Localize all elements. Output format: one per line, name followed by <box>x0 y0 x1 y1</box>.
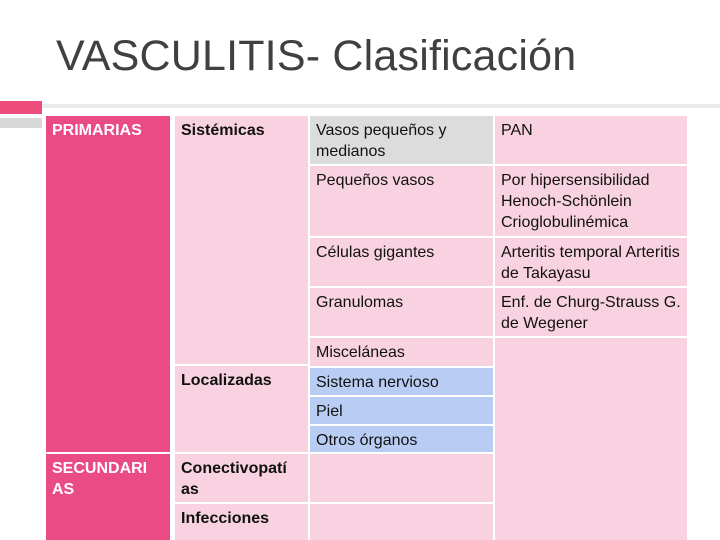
cell-infecciones <box>175 504 308 540</box>
label-localizadas: Localizadas <box>181 372 272 389</box>
decorative-gray-bar <box>0 118 42 128</box>
cell-sistemicas <box>175 116 308 364</box>
cell-example-3 <box>495 288 687 336</box>
cell-example-1 <box>495 166 687 236</box>
vessel-type-label: Células gigantes <box>316 244 435 261</box>
vessel-type-label: Sistema nervioso <box>316 374 439 391</box>
cell-type-empty-1 <box>310 454 493 502</box>
cell-type-4 <box>310 338 493 366</box>
slide-title: VASCULITIS- Clasificación <box>56 32 577 80</box>
cell-primarias <box>46 116 170 452</box>
disease-examples: Por hipersensibilidad Henoch-Schönlein Crioglobulinémica <box>501 172 650 231</box>
cell-example-0 <box>495 116 687 164</box>
vessel-type-label: Misceláneas <box>316 344 405 361</box>
cell-type-empty-2 <box>310 504 493 540</box>
cell-type-2 <box>310 238 493 286</box>
cell-type-1 <box>310 166 493 236</box>
vessel-type-label: Vasos pequeños y medianos <box>316 122 447 160</box>
label-conectivopatias: Conectivopatí as <box>181 460 287 498</box>
decorative-line <box>42 104 720 108</box>
label-infecciones: Infecciones <box>181 510 270 527</box>
disease-examples: Enf. de Churg-Strauss G. de Wegener <box>501 294 681 332</box>
cell-type-5 <box>310 368 493 395</box>
label-primarias: PRIMARIAS <box>52 122 142 139</box>
cell-secundarias <box>46 454 170 540</box>
cell-example-2 <box>495 238 687 286</box>
label-sistemicas: Sistémicas <box>181 122 265 139</box>
cell-type-0 <box>310 116 493 164</box>
cell-type-3 <box>310 288 493 336</box>
disease-examples: PAN <box>501 122 533 139</box>
decorative-pink-bar <box>0 101 42 114</box>
cell-localizadas <box>175 366 308 452</box>
vessel-type-label: Otros órganos <box>316 432 418 449</box>
cell-type-6 <box>310 397 493 424</box>
vessel-type-label: Pequeños vasos <box>316 172 435 189</box>
cell-type-7 <box>310 426 493 452</box>
cell-conectivopatias <box>175 454 308 502</box>
disease-examples: Arteritis temporal Arteritis de Takayasu <box>501 244 680 282</box>
cell-example-4 <box>495 338 687 540</box>
vessel-type-label: Piel <box>316 403 343 420</box>
label-secundarias: SECUNDARI AS <box>52 460 148 498</box>
vessel-type-label: Granulomas <box>316 294 404 311</box>
